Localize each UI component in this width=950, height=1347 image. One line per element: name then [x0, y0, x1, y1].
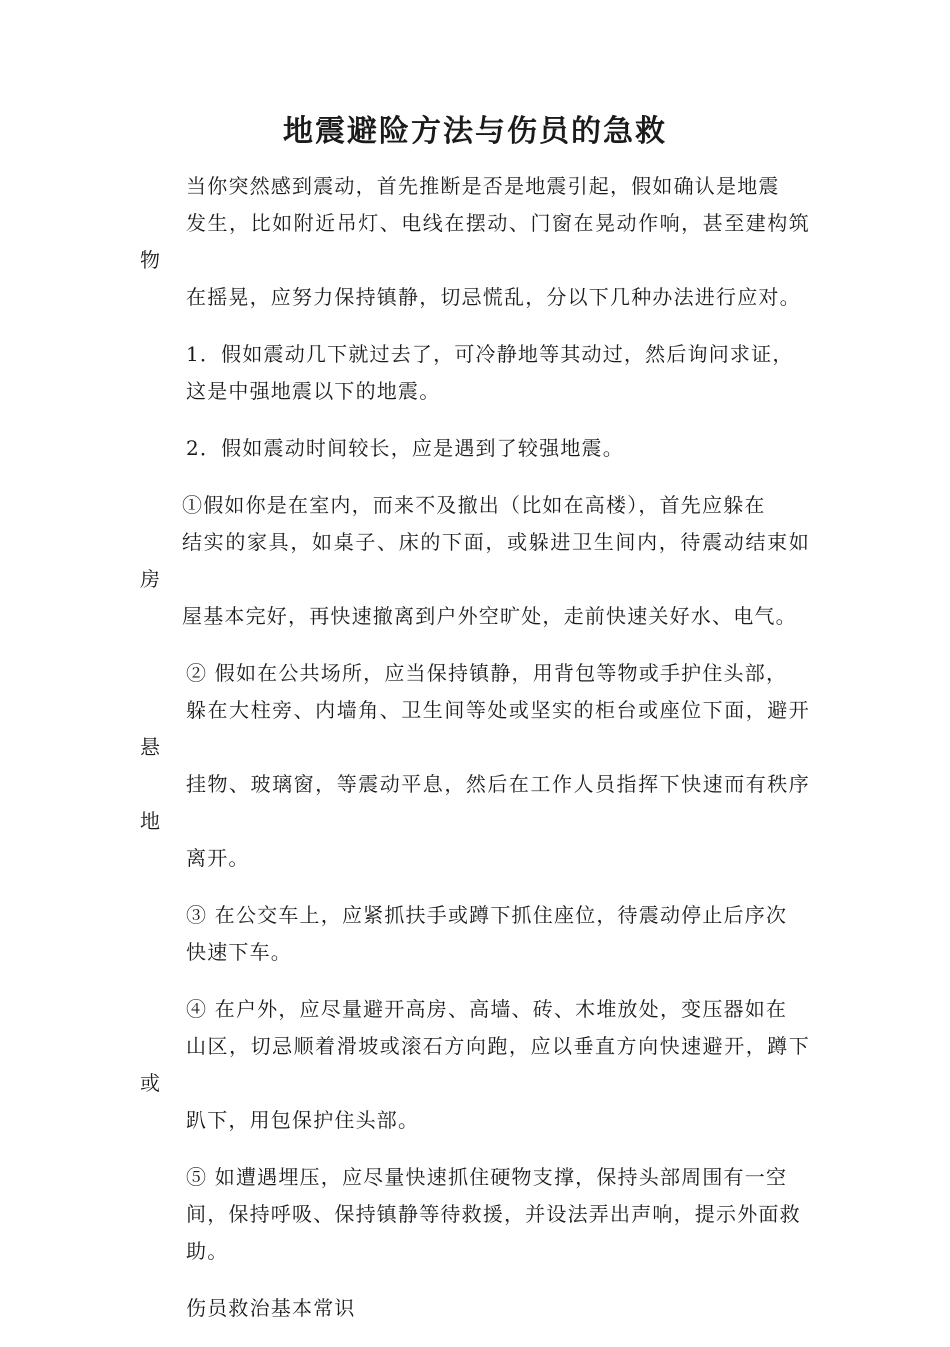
text-line: ③ 在公交车上，应紧抓扶手或蹲下抓住座位，待震动停止后序次 — [186, 903, 788, 927]
text-line: 发生，比如附近吊灯、电线在摆动、门窗在晃动作响，甚至建构筑物 — [140, 211, 810, 272]
text-line: 伤员救治基本常识 — [186, 1296, 356, 1320]
text-line: ①假如你是在室内，而来不及撤出（比如在高楼），首先应躲在 — [182, 493, 766, 517]
text-line: 躲在大柱旁、内墙角、卫生间等处或坚实的柜台或座位下面，避开悬 — [140, 698, 810, 759]
document-title: 地震避险方法与伤员的急救 — [283, 114, 667, 149]
paragraph-sub-2 — [140, 655, 810, 877]
paragraph-sub-5 — [140, 1159, 810, 1270]
text-line: ④ 在户外，应尽量避开高房、高墙、砖、木堆放处，变压器如在 — [186, 997, 788, 1021]
text-line: 屋基本完好，再快速撤离到户外空旷处，走前快速关好水、电气。 — [182, 604, 797, 628]
paragraph-sub-3 — [140, 897, 810, 971]
text-line: ⑤ 如遭遇埋压，应尽量快速抓住硬物支撑，保持头部周围有一空 — [186, 1165, 788, 1189]
text-line: 趴下，用包保护住头部。 — [186, 1108, 420, 1132]
text-line: 结实的家具，如桌子、床的下面，或躲进卫生间内，待震动结束如房 — [140, 530, 810, 591]
document-page — [140, 110, 810, 1347]
paragraph-sub-4 — [140, 991, 810, 1139]
paragraph-item-2 — [140, 430, 810, 467]
text-line: 山区，切忌顺着滑坡或滚石方向跑，应以垂直方向快速避开，蹲下或 — [140, 1034, 810, 1095]
text-line: 离开。 — [186, 846, 250, 870]
text-line: 助。 — [186, 1239, 229, 1263]
text-line: 挂物、玻璃窗，等震动平息，然后在工作人员指挥下快速而有秩序地 — [140, 772, 810, 833]
text-line: 间，保持呼吸、保持镇静等待救援，并设法弄出声响，提示外面救 — [186, 1202, 801, 1226]
paragraph-intro — [140, 168, 810, 316]
text-line: 2．假如震动时间较长，应是遇到了较强地震。 — [186, 436, 624, 460]
section-heading — [140, 1290, 810, 1327]
paragraph-item-1 — [140, 336, 810, 410]
text-line: 快速下车。 — [186, 940, 292, 964]
text-line: 在摇晃，应努力保持镇静，切忌慌乱，分以下几种办法进行应对。 — [186, 285, 801, 309]
text-line: 当你突然感到震动，首先推断是否是地震引起，假如确认是地震 — [186, 174, 780, 198]
paragraph-sub-1 — [140, 487, 810, 635]
text-line: 这是中强地震以下的地震。 — [186, 379, 441, 403]
text-line: ② 假如在公共场所，应当保持镇静，用背包等物或手护住头部， — [186, 661, 788, 685]
text-line: 1．假如震动几下就过去了，可冷静地等其动过，然后询问求证， — [186, 342, 794, 366]
